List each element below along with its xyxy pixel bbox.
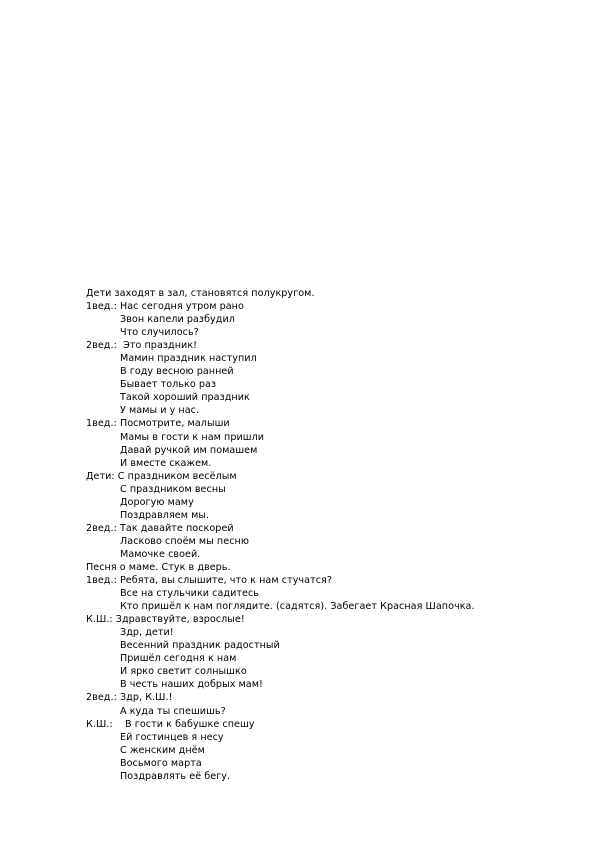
script-line: Кто пришёл к нам поглядите. (садятся). Забегает Красная Шапочка. <box>120 601 475 613</box>
script-line: И вместе скажем. <box>120 457 212 469</box>
script-text-block <box>86 287 566 783</box>
script-line: Все на стульчики садитесь <box>120 588 260 600</box>
script-line: Давай ручкой им помашем <box>120 444 258 456</box>
script-line: К.Ш.: Здравствуйте, взрослые! <box>86 614 245 626</box>
script-line: Ласково споём мы песню <box>120 535 249 547</box>
script-line: А куда ты спешишь? <box>120 705 226 717</box>
script-line: 1вед.: Нас сегодня утром рано <box>86 301 244 313</box>
script-line: И ярко светит солнышко <box>120 666 247 678</box>
script-line: Дети: С праздником весёлым <box>86 470 237 482</box>
script-line: Бывает только раз <box>120 379 217 391</box>
script-line: Мамочке своей. <box>120 548 201 560</box>
script-line: С праздником весны <box>120 483 226 495</box>
script-line: 2вед.: Так давайте поскорей <box>86 522 234 534</box>
script-line: Такой хороший праздник <box>120 392 250 404</box>
script-line: Звон капели разбудил <box>120 314 235 326</box>
script-line: Пришёл сегодня к нам <box>120 653 237 665</box>
script-line: Поздравляем мы. <box>120 509 210 521</box>
script-line: Здр, дети! <box>120 627 174 639</box>
script-line: 2вед.: Это праздник! <box>86 340 198 352</box>
script-line: Мамин праздник наступил <box>120 353 257 365</box>
script-line: В году весною ранней <box>120 366 234 378</box>
script-line: Дорогую маму <box>120 496 194 508</box>
script-line: Песня о маме. Стук в дверь. <box>86 561 231 573</box>
script-line: В честь наших добрых мам! <box>120 679 263 691</box>
script-line: Весенний праздник радостный <box>120 640 280 652</box>
script-line: Поздравлять её бегу. <box>120 770 231 782</box>
script-line: 1вед.: Ребята, вы слышите, что к нам стучатся? <box>86 575 333 587</box>
script-line: Ей гостинцев я несу <box>120 731 224 743</box>
script-line: У мамы и у нас. <box>120 405 200 417</box>
script-line: Восьмого марта <box>120 757 202 769</box>
script-line: 1вед.: Посмотрите, малыши <box>86 418 230 430</box>
script-line: 2вед.: Здр, К.Ш.! <box>86 692 173 704</box>
script-line: Дети заходят в зал, становятся полукругом. <box>86 288 315 299</box>
script-line: Что случилось? <box>120 327 199 339</box>
script-line: К.Ш.: В гости к бабушке спешу <box>86 718 255 730</box>
script-line: Мамы в гости к нам пришли <box>120 431 265 443</box>
script-line: С женским днём <box>120 744 205 756</box>
